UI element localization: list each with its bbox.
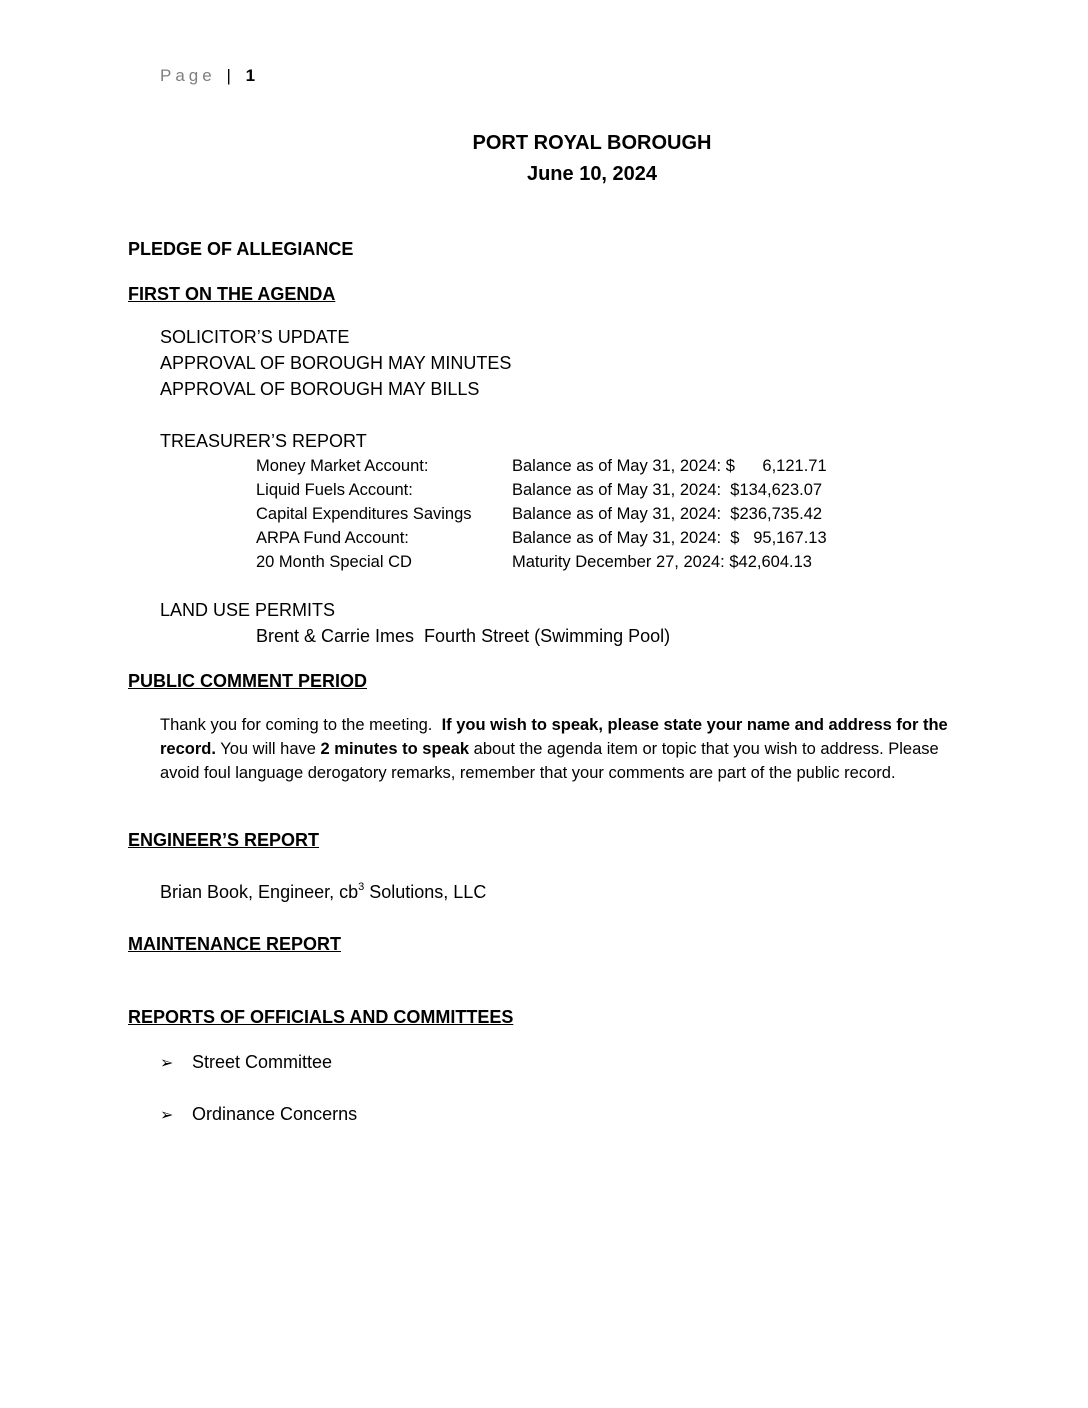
engineer-name-text: Brian Book, Engineer, cb — [160, 882, 359, 902]
account-label: Capital Expenditures Savings — [256, 505, 472, 523]
public-comment-text — [160, 713, 970, 785]
account-label: Money Market Account: — [256, 457, 429, 475]
heading-treasurer-report: TREASURER’S REPORT — [160, 431, 367, 451]
heading-land-use-permits: LAND USE PERMITS — [160, 600, 336, 620]
page-number-value: 1 — [245, 66, 256, 85]
list-item — [160, 1104, 357, 1125]
heading-engineer-report: ENGINEER’S REPORT — [128, 830, 320, 850]
engineer-name — [160, 881, 486, 903]
comment-text-part: Thank you for coming to the meeting. — [160, 716, 442, 734]
heading-pledge: PLEDGE OF ALLEGIANCE — [128, 239, 354, 259]
heading-first-on-agenda: FIRST ON THE AGENDA — [128, 284, 336, 304]
permit-entry: Brent & Carrie Imes Fourth Street (Swimming Pool) — [256, 626, 671, 646]
document-date: June 10, 2024 — [526, 163, 658, 185]
account-balance: Maturity December 27, 2024: $42,604.13 — [512, 553, 812, 571]
heading-public-comment: PUBLIC COMMENT PERIOD — [128, 671, 368, 691]
account-label: Liquid Fuels Account: — [256, 481, 413, 499]
heading-officials-committees: REPORTS OF OFFICIALS AND COMMITTEES — [128, 1007, 514, 1027]
engineer-superscript: 3 — [358, 881, 365, 893]
engineer-company-text: Solutions, LLC — [364, 882, 487, 902]
account-label: ARPA Fund Account: — [256, 529, 409, 547]
arrow-bullet-icon: ➢ — [160, 1107, 174, 1124]
agenda-item: APPROVAL OF BOROUGH MAY BILLS — [160, 379, 480, 399]
list-item — [160, 1052, 332, 1073]
comment-text-part: You will have — [215, 740, 321, 758]
document-title: PORT ROYAL BOROUGH — [472, 132, 712, 154]
account-balance: Balance as of May 31, 2024: $134,623.07 — [512, 481, 823, 499]
agenda-item: APPROVAL OF BOROUGH MAY MINUTES — [160, 353, 512, 373]
account-label: 20 Month Special CD — [256, 553, 412, 571]
page-separator: | — [226, 66, 231, 85]
comment-bold-part: 2 minutes to speak — [320, 740, 470, 758]
list-item-label: Ordinance Concerns — [192, 1104, 358, 1124]
arrow-bullet-icon: ➢ — [160, 1055, 174, 1072]
page-number — [160, 66, 255, 86]
account-balance: Balance as of May 31, 2024: $ 95,167.13 — [512, 529, 827, 547]
list-item-label: Street Committee — [192, 1052, 333, 1072]
account-balance: Balance as of May 31, 2024: $ 6,121.71 — [512, 457, 827, 475]
agenda-item: SOLICITOR’S UPDATE — [160, 327, 350, 347]
comment-text-part: about the agenda item or topic that you wish to address. Please avoid foul language derogatory remarks, remember that your comments are part of the public record. — [160, 740, 939, 782]
page-label: Page — [160, 66, 216, 85]
comment-bold-part: If you wish to speak, please state your name and address for the record. — [160, 716, 948, 758]
heading-maintenance-report: MAINTENANCE REPORT — [128, 934, 342, 954]
account-balance: Balance as of May 31, 2024: $236,735.42 — [512, 505, 823, 523]
